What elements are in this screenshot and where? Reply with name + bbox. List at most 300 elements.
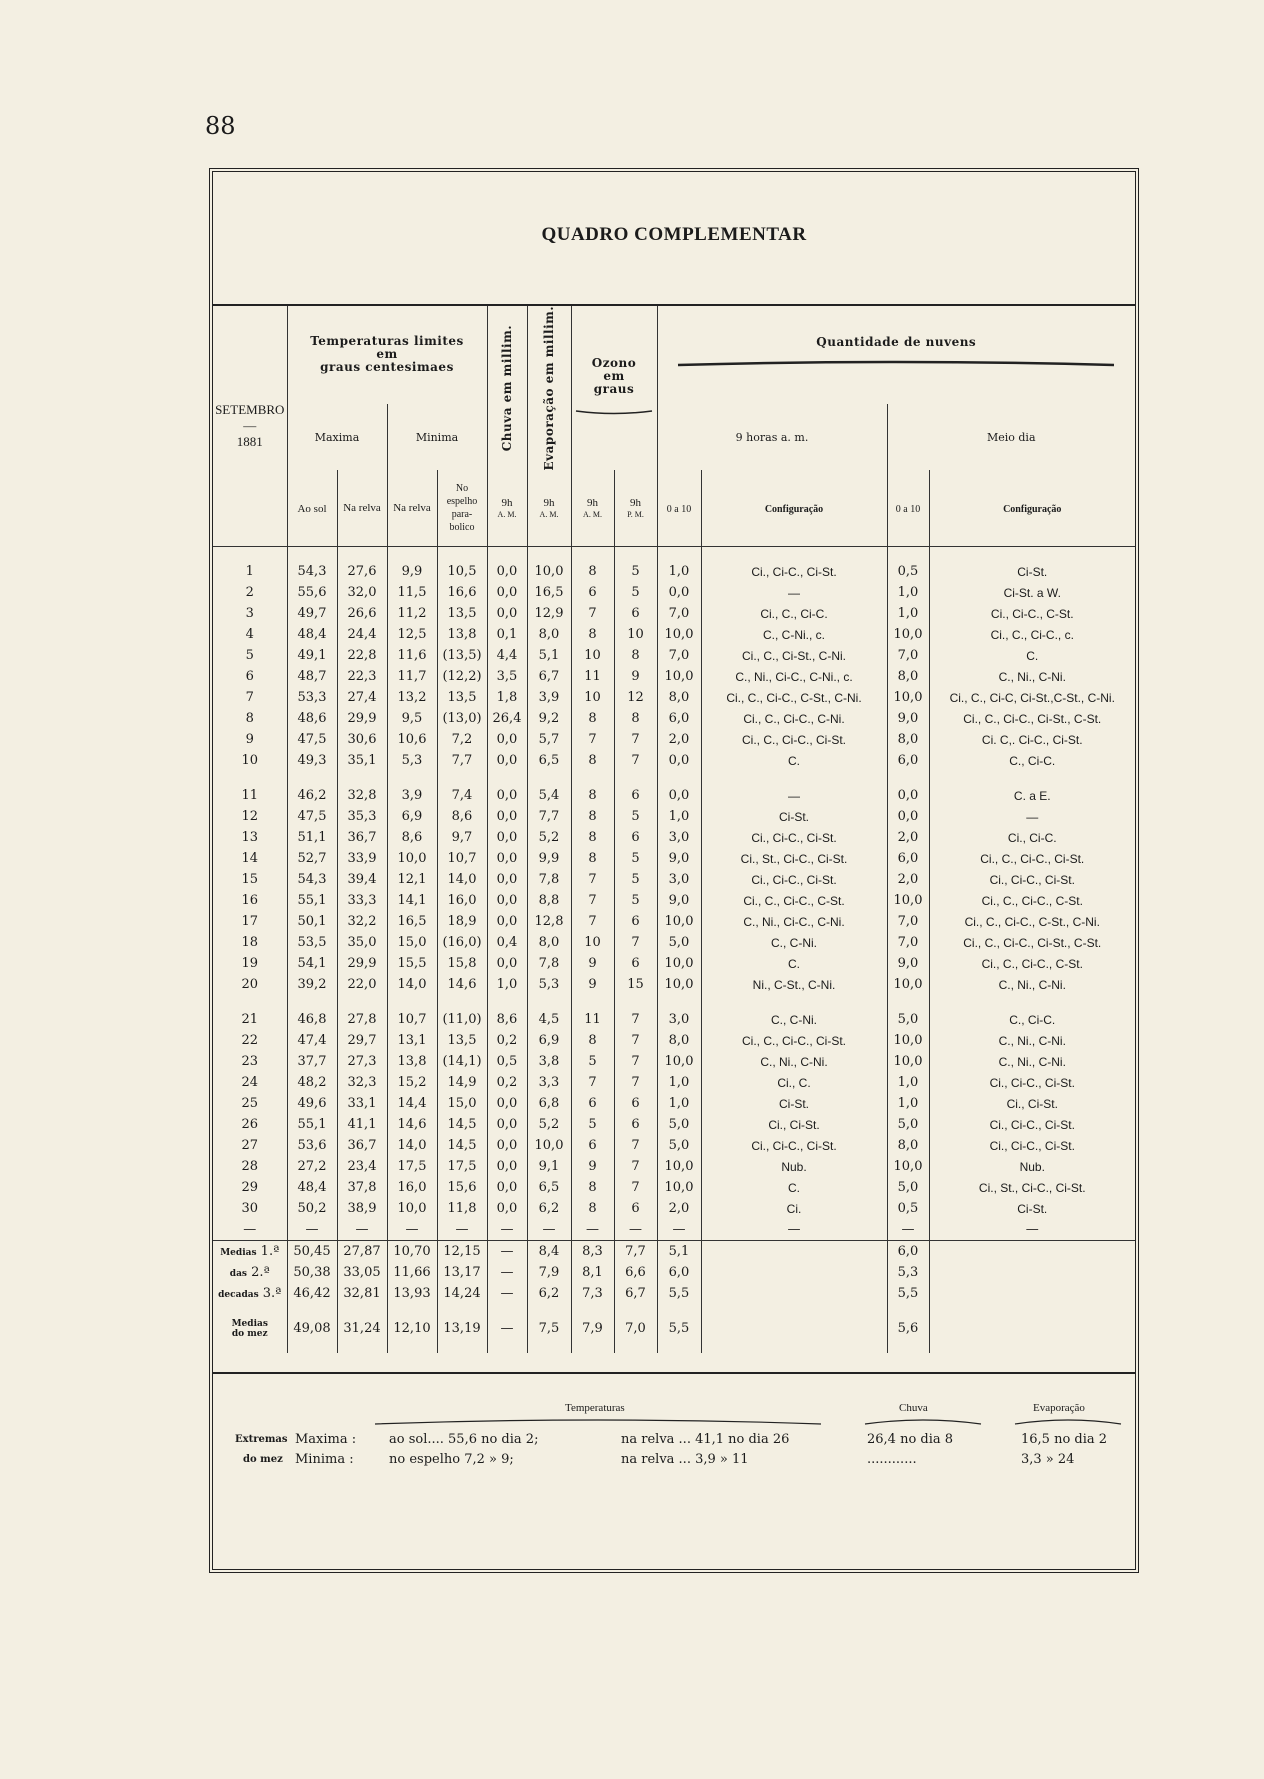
table-cell: 7,7 (614, 1241, 657, 1263)
table-cell: 27,2 (287, 1156, 337, 1177)
table-cell: 6,0 (887, 1241, 929, 1263)
table-cell: 8,0 (657, 687, 701, 708)
table-cell: Ci. (701, 1198, 887, 1219)
table-cell: 8 (571, 827, 614, 848)
table-cell: 6 (614, 1093, 657, 1114)
table-row (213, 848, 1135, 869)
day-cell: 16 (213, 890, 287, 911)
table-cell: 7,7 (437, 750, 487, 771)
table-cell: 18,9 (437, 911, 487, 932)
table-cell: 10,0 (657, 666, 701, 687)
ozono-header (571, 306, 657, 470)
table-cell: 13,2 (387, 687, 437, 708)
table-cell: 47,4 (287, 1030, 337, 1051)
table-row (213, 827, 1135, 848)
table-cell: 0,0 (487, 806, 527, 827)
spacer-cell (657, 771, 701, 785)
table-cell: 7,0 (657, 645, 701, 666)
table-cell: 49,3 (287, 750, 337, 771)
table-cell: C., Ni., C-Ni. (998, 669, 1066, 684)
table-cell: Ci., Ci-C., Ci-St. (701, 827, 887, 848)
day-cell: 5 (213, 645, 287, 666)
maxima-header (287, 404, 387, 471)
medias-decadas-label: decadas (218, 1290, 259, 1301)
table-cell: 7 (571, 911, 614, 932)
dash-cell: — (701, 1219, 887, 1241)
month-dash: — (243, 418, 257, 434)
table-row (213, 1262, 1135, 1283)
dash-cell: — (1025, 1222, 1039, 1238)
table-cell: 5,1 (527, 645, 571, 666)
table-cell: 7,8 (527, 953, 571, 974)
nuvens-9h-cfg-header (701, 470, 887, 547)
table-cell: 8,3 (571, 1241, 614, 1263)
evap-9h-header (527, 470, 571, 547)
table-cell: 35,0 (337, 932, 387, 953)
table-cell: 33,05 (337, 1262, 387, 1283)
table-cell: 10,0 (887, 1051, 929, 1072)
table-cell: 13,93 (387, 1283, 437, 1304)
table-cell: 29,7 (337, 1030, 387, 1051)
day-cell: 10 (213, 750, 287, 771)
table-cell: 0,0 (887, 806, 929, 827)
day-cell: 3 (213, 603, 287, 624)
day-cell: 8 (213, 708, 287, 729)
table-cell: 0,0 (487, 785, 527, 806)
table-cell: 9 (614, 666, 657, 687)
table-cell: 10,0 (887, 687, 929, 708)
table-row (213, 687, 1135, 708)
table-cell: 7 (571, 869, 614, 890)
table-cell: 49,6 (287, 1093, 337, 1114)
table-cell: C. (1026, 648, 1039, 663)
table-cell: 5,3 (527, 974, 571, 995)
dash-cell: — (437, 1219, 487, 1241)
extremas-max-sol: ao sol.... 55,6 no dia 2; (389, 1432, 539, 1447)
table-cell: 0,0 (487, 890, 527, 911)
table-cell: 11,5 (387, 582, 437, 603)
table-cell: Ci., Ci-C., Ci-St. (701, 869, 887, 890)
table-cell: 53,6 (287, 1135, 337, 1156)
table-cell: C., C-Ni. (701, 1009, 887, 1030)
table-cell: 5,0 (657, 1114, 701, 1135)
table-cell: 27,8 (337, 1009, 387, 1030)
table-cell: 1,0 (887, 603, 929, 624)
extremas-label: Extremas (235, 1434, 288, 1445)
table-cell: 30,6 (337, 729, 387, 750)
table-cell: (13,0) (437, 708, 487, 729)
table-cell: Ci., C., Ci-C. (701, 603, 887, 624)
table-cell: 5,5 (887, 1283, 929, 1304)
ozono-em-label: em (603, 368, 625, 383)
spacer-cell (287, 1339, 337, 1353)
table-cell: C. (701, 953, 887, 974)
table-cell: Ci., C., Ci-C., Ci-St., C-St. (963, 711, 1102, 726)
espelho-header (437, 470, 487, 547)
day-cell: 26 (213, 1114, 287, 1135)
table-cell: 3,0 (657, 1009, 701, 1030)
table-row (213, 932, 1135, 953)
decada-ordinal: 2.ª (251, 1265, 270, 1281)
table-cell: 0,1 (487, 624, 527, 645)
day-cell: 21 (213, 1009, 287, 1030)
table-cell: 13,1 (387, 1030, 437, 1051)
table-cell: 12,5 (387, 624, 437, 645)
spacer-cell (657, 1304, 701, 1318)
table-cell: 15,8 (437, 953, 487, 974)
table-cell: 6,7 (614, 1283, 657, 1304)
table-cell: 12,1 (387, 869, 437, 890)
table-cell: 6,7 (527, 666, 571, 687)
table-cell: 5 (614, 561, 657, 582)
table-cell: 9 (571, 974, 614, 995)
table-cell: 15,5 (387, 953, 437, 974)
spacer-cell (337, 995, 387, 1009)
table-cell: 48,2 (287, 1072, 337, 1093)
day-cell: 7 (213, 687, 287, 708)
table-cell: — (1026, 809, 1039, 824)
table-cell: 6,0 (657, 1262, 701, 1283)
table-row (213, 1114, 1135, 1135)
nuvens-header (657, 306, 1135, 404)
table-cell: 7,0 (614, 1318, 657, 1339)
spacer-cell (487, 771, 527, 785)
table-cell: 0,0 (487, 561, 527, 582)
table-cell: 32,8 (337, 785, 387, 806)
table-cell: 9,0 (657, 848, 701, 869)
table-cell: C. a E. (1013, 788, 1051, 803)
table-cell: 7 (571, 1072, 614, 1093)
table-cell (701, 1318, 887, 1339)
spacer-cell (614, 1304, 657, 1318)
table-cell: 5,2 (527, 827, 571, 848)
table-cell: 3,3 (527, 1072, 571, 1093)
table-cell: 6 (614, 785, 657, 806)
table-cell: 5 (614, 848, 657, 869)
table-cell: 10 (614, 624, 657, 645)
medias-decadas-label-cell (213, 1283, 287, 1304)
table-row (213, 666, 1135, 687)
table-cell (701, 1262, 887, 1283)
table-cell: 1,0 (657, 806, 701, 827)
table-cell (929, 1262, 1135, 1283)
decada-ordinal: 3.ª (262, 1286, 282, 1302)
table-cell: 12,8 (527, 911, 571, 932)
table-cell: 1,8 (487, 687, 527, 708)
table-cell: 0,0 (487, 869, 527, 890)
evaporacao-header (527, 306, 571, 470)
table-cell: 32,2 (337, 911, 387, 932)
table-cell: 14,4 (387, 1093, 437, 1114)
table-cell: 16,5 (527, 582, 571, 603)
extremas-temperaturas-label: Temperaturas (565, 1402, 625, 1414)
table-cell: 5 (614, 806, 657, 827)
extremas-chuva-label: Chuva (899, 1402, 928, 1414)
table-cell: 6 (614, 603, 657, 624)
dash-cell: — (387, 1219, 437, 1241)
table-cell: 14,0 (437, 869, 487, 890)
table-cell: 8,6 (387, 827, 437, 848)
table-cell: 0,0 (887, 785, 929, 806)
table-cell: 0,0 (487, 1135, 527, 1156)
table-cell: 22,3 (337, 666, 387, 687)
table-cell: 17,5 (387, 1156, 437, 1177)
spacer-cell (337, 1339, 387, 1353)
table-cell: 0,0 (487, 582, 527, 603)
table-row (213, 1339, 1135, 1353)
table-cell: 9,9 (527, 848, 571, 869)
na-relva-max-header (337, 470, 387, 547)
table-cell: 0,0 (487, 1156, 527, 1177)
table-cell: 8 (571, 806, 614, 827)
table-cell: 10,0 (657, 1177, 701, 1198)
table-cell: 0,0 (487, 1198, 527, 1219)
extremas-evaporacao-label: Evaporação (1033, 1402, 1085, 1414)
table-cell: 10,0 (887, 1156, 929, 1177)
table-cell: — (701, 582, 887, 603)
table-cell: — (487, 1283, 527, 1304)
table-cell: 7 (614, 729, 657, 750)
table-cell: 8 (571, 1177, 614, 1198)
table-cell: Ci., St., Ci-C., Ci-St. (701, 848, 887, 869)
table-cell: 6,0 (887, 848, 929, 869)
nuvens-md-qty-header (887, 470, 929, 547)
table-cell: C., Ci-C. (1009, 753, 1056, 768)
dash-cell: — (887, 1219, 929, 1241)
table-cell: 8 (614, 645, 657, 666)
table-row (213, 1283, 1135, 1304)
table-row (213, 953, 1135, 974)
table-cell: C., Ni., Ci-C., C-Ni. (701, 911, 887, 932)
table-cell: 10,6 (387, 729, 437, 750)
table-cell: 7,3 (571, 1283, 614, 1304)
spacer-cell (887, 1304, 929, 1318)
table-cell: 14,6 (387, 1114, 437, 1135)
dash-cell: — (657, 1219, 701, 1241)
table-row (213, 974, 1135, 995)
bottom-divider (213, 1372, 1135, 1374)
table-cell: 3,5 (487, 666, 527, 687)
table-cell: 7 (614, 1135, 657, 1156)
table-cell: 6,0 (887, 750, 929, 771)
table-cell: 32,3 (337, 1072, 387, 1093)
table-cell: 13,5 (437, 1030, 487, 1051)
table-cell: 7 (614, 1177, 657, 1198)
table-cell: 10,0 (527, 561, 571, 582)
table-cell: 26,6 (337, 603, 387, 624)
day-cell: 24 (213, 1072, 287, 1093)
table-cell: 14,0 (387, 974, 437, 995)
table-cell: 7,9 (527, 1262, 571, 1283)
table-cell: C. (701, 1177, 887, 1198)
table-cell: 6 (614, 1198, 657, 1219)
table-cell: 22,0 (337, 974, 387, 995)
spacer-cell (487, 1339, 527, 1353)
table-cell: 47,5 (287, 806, 337, 827)
table-cell: — (487, 1318, 527, 1339)
table-cell: Ci., Ci-C., Ci-St. (989, 1117, 1075, 1132)
spacer-cell (887, 995, 929, 1009)
table-cell: 0,5 (887, 1198, 929, 1219)
table-row (213, 806, 1135, 827)
table-cell: 13,5 (437, 687, 487, 708)
day-cell: 19 (213, 953, 287, 974)
table-cell: 53,5 (287, 932, 337, 953)
table-cell: 32,0 (337, 582, 387, 603)
table-cell: 6,2 (527, 1283, 571, 1304)
table-cell: 8 (614, 708, 657, 729)
table-cell: Ci., Ci-St. (1006, 1096, 1058, 1111)
table-cell: 50,45 (287, 1241, 337, 1263)
table-cell: 38,9 (337, 1198, 387, 1219)
decada-ordinal: 1.ª (260, 1244, 280, 1260)
table-cell: 6,8 (527, 1093, 571, 1114)
spacer-cell (929, 771, 1135, 785)
table-cell: 33,3 (337, 890, 387, 911)
table-cell: 5 (571, 1114, 614, 1135)
table-cell: 6,5 (527, 750, 571, 771)
table-cell: 7 (614, 1030, 657, 1051)
table-cell: 0,0 (487, 827, 527, 848)
table-row (213, 1198, 1135, 1219)
table-cell: 11 (571, 1009, 614, 1030)
table-cell: Ci., C., Ci-C., C-St., C-Ni. (964, 914, 1100, 929)
zero-a-dez-2-label: 0 a 10 (895, 504, 921, 516)
table-cell: 6,2 (527, 1198, 571, 1219)
table-cell: 49,1 (287, 645, 337, 666)
zero-a-dez-1-label: 0 a 10 (666, 504, 692, 516)
table-cell: 11,66 (387, 1262, 437, 1283)
table-row (213, 785, 1135, 806)
extremas-max-label: Maxima : (295, 1432, 357, 1447)
table-cell: 5,7 (527, 729, 571, 750)
spacer-cell (437, 1304, 487, 1318)
minima-header (387, 404, 487, 471)
ao-sol-header (287, 470, 337, 547)
spacer-cell (571, 1304, 614, 1318)
table-row (213, 911, 1135, 932)
spacer-cell (657, 1339, 701, 1353)
dash-cell: — (287, 1219, 337, 1241)
day-cell: 23 (213, 1051, 287, 1072)
spacer-cell (387, 1304, 437, 1318)
table-cell: 10,7 (437, 848, 487, 869)
table-cell: 26,4 (487, 708, 527, 729)
table-cell: 0,0 (487, 750, 527, 771)
month-header (213, 306, 287, 547)
table-cell: 50,38 (287, 1262, 337, 1283)
table-cell: 8,1 (571, 1262, 614, 1283)
table-cell: Ci., C., Ci-C., c. (990, 627, 1074, 642)
table-cell: 6 (614, 911, 657, 932)
extremas-min-label: Minima : (295, 1452, 354, 1467)
table-cell: 5,1 (657, 1241, 701, 1263)
table-cell: 37,7 (287, 1051, 337, 1072)
ao-sol-label: Ao sol (297, 503, 327, 516)
table-cell: 6 (614, 1114, 657, 1135)
table-cell: 52,7 (287, 848, 337, 869)
table-cell: 10,70 (387, 1241, 437, 1263)
ozono-9h-am-label: 9h (587, 497, 598, 510)
table-row (213, 1030, 1135, 1051)
table-cell: 48,4 (287, 1177, 337, 1198)
table-cell: Ci-St. a W. (1003, 585, 1061, 600)
quantidade-nuvens-label: Quantidade de nuvens (816, 335, 977, 350)
table-cell: 29,9 (337, 953, 387, 974)
table-cell: Ci., C., Ci-St., C-Ni. (701, 645, 887, 666)
table-cell: 5,6 (887, 1318, 929, 1339)
table-cell: 48,4 (287, 624, 337, 645)
table-cell: C., C-Ni. (701, 932, 887, 953)
spacer-cell (657, 995, 701, 1009)
table-cell: 7 (614, 1009, 657, 1030)
table-cell: 7,2 (437, 729, 487, 750)
day-cell: 25 (213, 1093, 287, 1114)
table-row (213, 624, 1135, 645)
table-cell: 7,9 (571, 1318, 614, 1339)
table-cell: Ci-St. (1017, 564, 1048, 579)
table-cell: 10,0 (657, 624, 701, 645)
table-cell: C., Ci-C. (1009, 1012, 1056, 1027)
table-cell: 5,2 (527, 1114, 571, 1135)
spacer-cell (527, 771, 571, 785)
table-cell: 7 (571, 890, 614, 911)
table-cell: 10,0 (657, 1051, 701, 1072)
spacer-cell (337, 771, 387, 785)
table-cell: 11 (571, 666, 614, 687)
table-cell: 2,0 (887, 869, 929, 890)
medias-mez-label-2: do mez (231, 1328, 268, 1339)
table-cell: 12,15 (437, 1241, 487, 1263)
table-cell: 55,6 (287, 582, 337, 603)
spacer-cell (337, 1304, 387, 1318)
table-cell: 36,7 (337, 1135, 387, 1156)
spacer-cell (701, 1339, 887, 1353)
table-cell: Ci., C., Ci-C., C-St., C-Ni. (701, 687, 887, 708)
table-cell: 6,0 (657, 708, 701, 729)
table-cell: 0,5 (887, 561, 929, 582)
table-cell: 3,0 (657, 827, 701, 848)
table-cell: 8,0 (527, 932, 571, 953)
table-cell: Ci., C., Ci-C., Ci-St. (701, 729, 887, 750)
table-cell: 16,0 (387, 1177, 437, 1198)
maxima-label: Maxima (314, 430, 360, 444)
dash-cell: — (337, 1219, 387, 1241)
table-cell: 5,3 (387, 750, 437, 771)
table-cell: 7 (614, 1051, 657, 1072)
table-row (213, 729, 1135, 750)
dash-cell: — (527, 1219, 571, 1241)
table-cell: 55,1 (287, 890, 337, 911)
table-row (213, 750, 1135, 771)
table-cell: 23,4 (337, 1156, 387, 1177)
table-cell: 5,0 (887, 1177, 929, 1198)
spacer-cell (887, 771, 929, 785)
table-row (213, 1135, 1135, 1156)
table-cell: 5,5 (657, 1318, 701, 1339)
table-cell: 46,42 (287, 1283, 337, 1304)
spacer-cell (213, 1339, 287, 1353)
table-cell: 5,3 (887, 1262, 929, 1283)
table-cell: 0,0 (487, 848, 527, 869)
table-cell: 0,0 (487, 729, 527, 750)
table-cell: 49,7 (287, 603, 337, 624)
day-cell: 13 (213, 827, 287, 848)
table-cell: 8 (571, 561, 614, 582)
table-cell: Ci., Ci-C., Ci-St. (701, 561, 887, 582)
table-cell: 15,0 (437, 1093, 487, 1114)
table-cell: 14,5 (437, 1135, 487, 1156)
